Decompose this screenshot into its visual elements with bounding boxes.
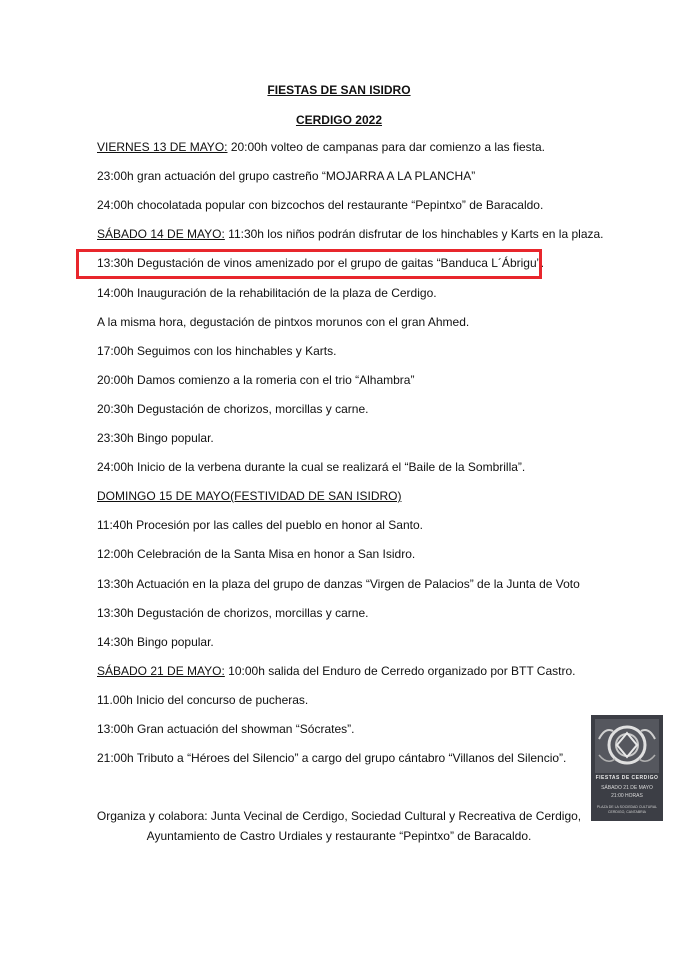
program-line bbox=[97, 402, 368, 417]
poster-place-line-2: CERDIGO, CANTABRIA bbox=[607, 810, 647, 814]
program-line bbox=[97, 344, 336, 359]
poster-time: 21:00 HORAS bbox=[611, 793, 643, 799]
program-line bbox=[97, 722, 354, 737]
day-heading: SÁBADO 14 DE MAYO: bbox=[97, 227, 225, 241]
program-line-text: 20:00h volteo de campanas para dar comienzo a las fiesta. bbox=[227, 140, 546, 154]
program-line-text: 20:30h Degustación de chorizos, morcillas y carne. bbox=[97, 402, 369, 416]
program-line bbox=[97, 373, 414, 388]
program-line bbox=[97, 169, 475, 184]
poster-emblem-icon bbox=[595, 719, 659, 773]
program-line-text: 20:00h Damos comienzo a la romeria con el trio “Alhambra” bbox=[97, 373, 415, 387]
program-line bbox=[97, 693, 308, 708]
footer-line-2: Ayuntamiento de Castro Urdiales y restaurante “Pepintxo” de Baracaldo. bbox=[146, 829, 532, 843]
program-line bbox=[97, 606, 368, 621]
program-line-text: 23:30h Bingo popular. bbox=[97, 431, 214, 445]
program-line-text: 10:00h salida del Enduro de Cerredo organizado por BTT Castro. bbox=[224, 664, 576, 678]
poster-place-line-1: PLAZA DE LA SOCIEDAD CULTURAL bbox=[596, 805, 658, 809]
program-line bbox=[97, 140, 545, 155]
program-line bbox=[97, 664, 575, 679]
poster-date: SÁBADO 21 DE MAYO bbox=[601, 785, 653, 791]
program-line-text: 13:00h Gran actuación del showman “Sócrates”. bbox=[97, 722, 355, 736]
program-line bbox=[97, 198, 543, 213]
program-line-text: 12:00h Celebración de la Santa Misa en honor a San Isidro. bbox=[97, 547, 416, 561]
program-line bbox=[97, 460, 525, 475]
program-line bbox=[97, 286, 437, 301]
highlight-box bbox=[76, 249, 542, 279]
program-line bbox=[97, 547, 415, 562]
program-line-text: 21:00h Tributo a “Héroes del Silencio” a cargo del grupo cántabro “Villanos del Silencio”. bbox=[97, 751, 567, 765]
program-line bbox=[97, 635, 214, 650]
program-line-text: 13:30h Degustación de chorizos, morcillas y carne. bbox=[97, 606, 369, 620]
program-line bbox=[97, 431, 214, 446]
program-line bbox=[97, 518, 423, 533]
day-heading: DOMINGO 15 DE MAYO(FESTIVIDAD DE SAN ISIDRO) bbox=[97, 489, 402, 503]
day-heading: SÁBADO 21 DE MAYO: bbox=[97, 664, 225, 678]
footer-line-1: Organiza y colabora: Junta Vecinal de Cerdigo, Sociedad Cultural y Recreativa de Cerdigo, bbox=[96, 809, 582, 823]
poster-place bbox=[591, 805, 663, 815]
event-poster-thumbnail bbox=[591, 715, 663, 821]
program-line-text: 17:00h Seguimos con los hinchables y Karts. bbox=[97, 344, 337, 358]
program-line bbox=[97, 751, 566, 766]
program-line-text: 24:00h chocolatada popular con bizcochos del restaurante “Pepintxo” de Baracaldo. bbox=[97, 198, 544, 212]
poster-title: FIESTAS DE CERDIGO bbox=[595, 775, 659, 781]
program-line bbox=[97, 489, 401, 504]
program-line-text: 14:30h Bingo popular. bbox=[97, 635, 214, 649]
program-line-text: 13:30h Actuación en la plaza del grupo de danzas “Virgen de Palacios” de la Junta de Voto bbox=[97, 577, 580, 591]
program-line-text: 11:40h Procesión por las calles del pueblo en honor al Santo. bbox=[97, 518, 423, 532]
program-line-text: 14:00h Inauguración de la rehabilitación de la plaza de Cerdigo. bbox=[97, 286, 437, 300]
program-line-text: 13:30h Degustación de vinos amenizado por el grupo de gaitas “Banduca L´Ábrigu”. bbox=[97, 256, 544, 270]
program-line-text: 24:00h Inicio de la verbena durante la cual se realizará el “Baile de la Sombrilla”. bbox=[97, 460, 526, 474]
day-heading: VIERNES 13 DE MAYO: bbox=[97, 140, 228, 154]
program-line bbox=[97, 315, 469, 330]
document-subtitle: CERDIGO 2022 bbox=[295, 113, 383, 127]
program-line-text: 11:30h los niños podrán disfrutar de los hinchables y Karts en la plaza. bbox=[224, 227, 604, 241]
document-title: FIESTAS DE SAN ISIDRO bbox=[267, 83, 411, 97]
program-line bbox=[97, 227, 604, 242]
program-line bbox=[97, 577, 580, 592]
program-line-text: 23:00h gran actuación del grupo castreño “MOJARRA A LA PLANCHA” bbox=[97, 169, 476, 183]
program-line-text: A la misma hora, degustación de pintxos morunos con el gran Ahmed. bbox=[97, 315, 470, 329]
program-line-text: 11.00h Inicio del concurso de pucheras. bbox=[97, 693, 309, 707]
